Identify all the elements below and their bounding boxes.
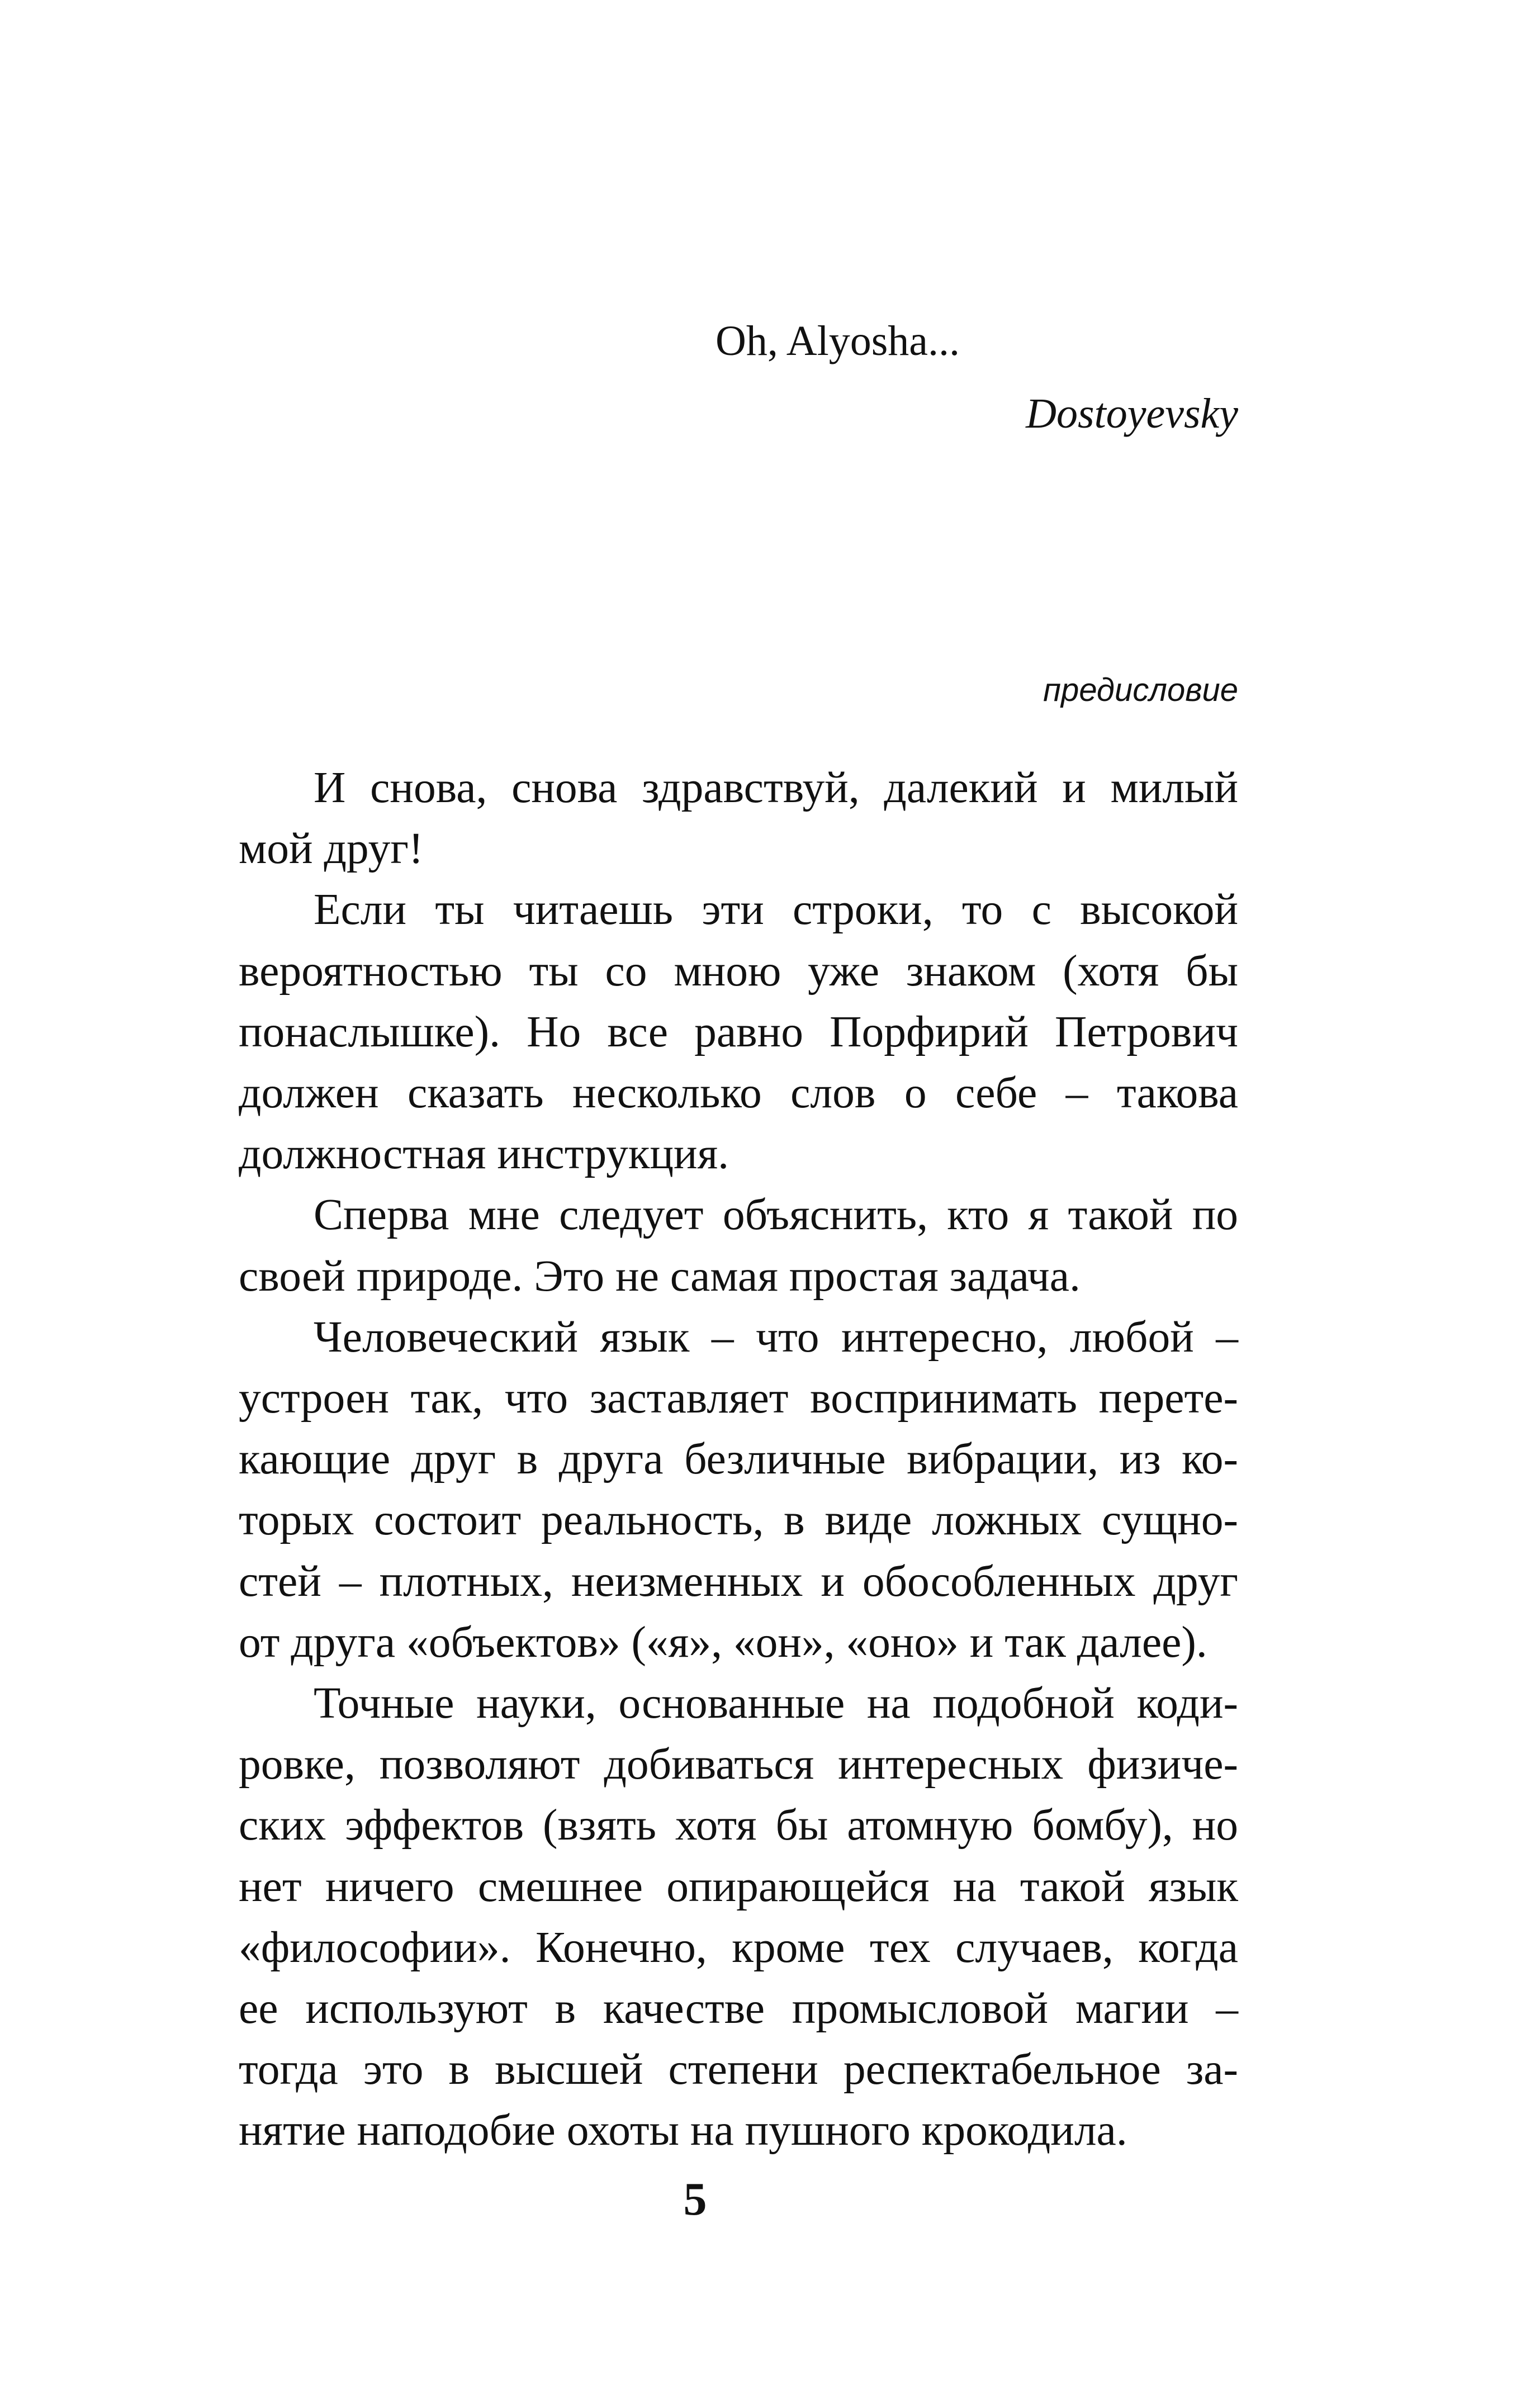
text-line: стей – плотных, неизменных и обособленных друг bbox=[239, 1556, 1238, 1606]
text-line: вероятностью ты со мною уже знаком (хотя бы bbox=[239, 946, 1238, 996]
paragraph bbox=[164, 879, 1238, 1184]
body-text bbox=[164, 757, 1238, 2161]
paragraph bbox=[164, 1673, 1238, 2161]
text-line: кающие друг в друга безличные вибрации, из ко- bbox=[239, 1434, 1238, 1484]
text-line: ровке, позволяют добиваться интересных физиче- bbox=[239, 1739, 1238, 1789]
text-line: понаслышке). Но все равно Порфирий Петрович bbox=[239, 1007, 1238, 1056]
text-line: Сперва мне следует объяснить, кто я такой по bbox=[314, 1190, 1238, 1240]
text-line: нет ничего смешнее опирающейся на такой язык bbox=[239, 1861, 1238, 1911]
text-line: тогда это в высшей степени респектабельное за- bbox=[239, 2045, 1238, 2094]
epigraph-quote: Oh, Alyosha... bbox=[716, 317, 960, 364]
epigraph-author: Dostoyevsky bbox=[1026, 390, 1238, 437]
text-line: И снова, снова здравствуй, далекий и милый bbox=[314, 763, 1238, 812]
section-label: предисловие bbox=[1043, 672, 1238, 708]
text-line: Человеческий язык – что интересно, любой – bbox=[314, 1312, 1238, 1362]
text-line: своей природе. Это не самая простая задача. bbox=[239, 1251, 1081, 1301]
text-line: Точные науки, основанные на подобной коди- bbox=[314, 1679, 1238, 1728]
text-line: должностная инструкция. bbox=[239, 1129, 729, 1179]
epigraph bbox=[716, 305, 1238, 450]
text-line: нятие наподобие охоты на пушного крокодила. bbox=[239, 2106, 1127, 2155]
text-line: Если ты читаешь эти строки, то с высокой bbox=[314, 885, 1238, 935]
text-line: от друга «объектов» («я», «он», «оно» и так далее). bbox=[239, 1617, 1207, 1667]
page-number: 5 bbox=[683, 2173, 707, 2225]
paragraph bbox=[164, 1307, 1238, 1673]
text-line: должен сказать несколько слов о себе – такова bbox=[239, 1068, 1238, 1118]
text-line: устроен так, что заставляет воспринимать перете- bbox=[239, 1373, 1238, 1423]
paragraph bbox=[164, 757, 1238, 879]
text-line: ских эффектов (взять хотя бы атомную бомбу), но bbox=[239, 1800, 1238, 1850]
text-line: мой друг! bbox=[239, 824, 424, 874]
paragraph bbox=[164, 1184, 1238, 1306]
text-line: «философии». Конечно, кроме тех случаев, когда bbox=[239, 1922, 1238, 1972]
text-line: ее используют в качестве промысловой магии – bbox=[239, 1984, 1238, 2033]
text-line: торых состоит реальность, в виде ложных сущно- bbox=[239, 1495, 1238, 1545]
